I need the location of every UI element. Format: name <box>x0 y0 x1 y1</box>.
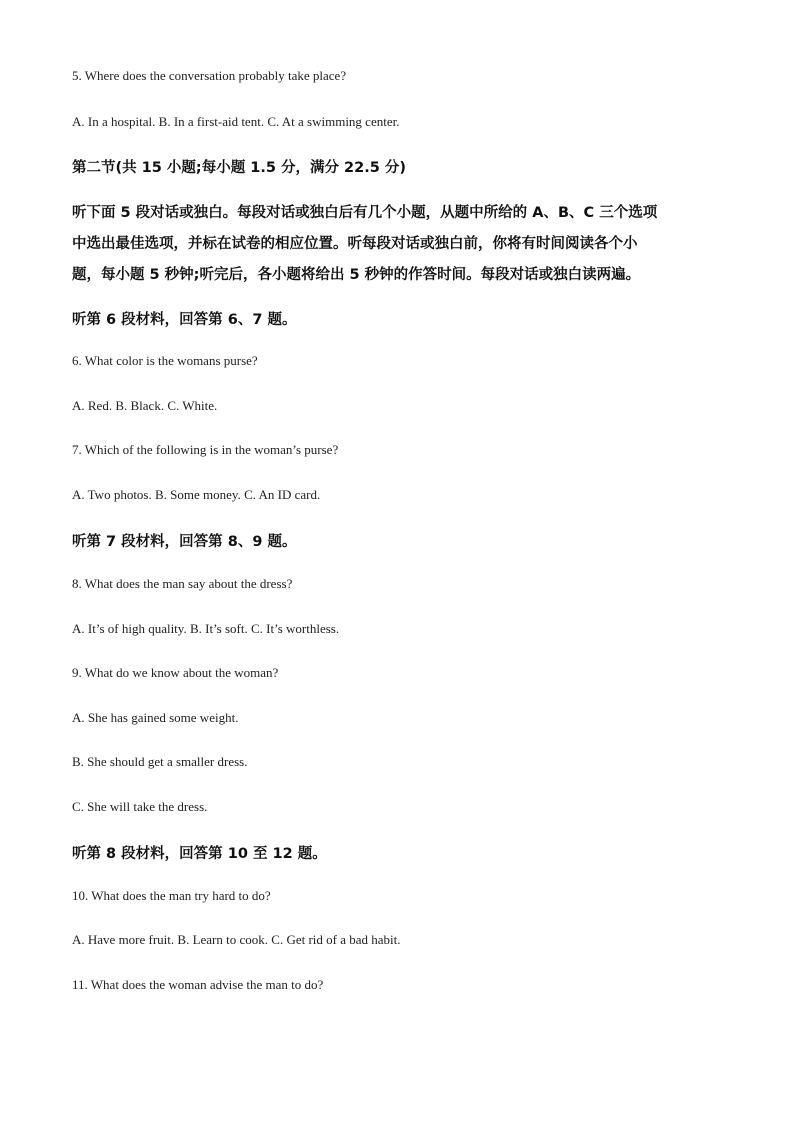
question-9-option-a: A. She has gained some weight. <box>72 710 239 725</box>
question-7: 7. Which of the following is in the woman’s purse? <box>72 442 339 457</box>
question-11: 11. What does the woman advise the man to do? <box>72 977 324 992</box>
passage-6-heading: 听第 6 段材料，回答第 6、7 题。 <box>72 312 297 328</box>
question-6-options: A. Red. B. Black. C. White. <box>72 398 218 413</box>
question-8: 8. What does the man say about the dress? <box>72 576 293 591</box>
passage-8-heading: 听第 8 段材料，回答第 10 至 12 题。 <box>72 846 327 862</box>
passage-7-heading: 听第 7 段材料，回答第 8、9 题。 <box>72 534 297 550</box>
question-7-options: A. Two photos. B. Some money. C. An ID card. <box>72 487 321 502</box>
section-heading: 第二节(共 15 小题;每小题 1.5 分，满分 22.5 分) <box>72 160 406 176</box>
question-9-option-c: C. She will take the dress. <box>72 799 208 814</box>
question-9: 9. What do we know about the woman? <box>72 665 279 680</box>
question-10: 10. What does the man try hard to do? <box>72 888 271 903</box>
question-9-option-b: B. She should get a smaller dress. <box>72 754 248 769</box>
question-5: 5. Where does the conversation probably take place? <box>72 68 347 83</box>
question-6: 6. What color is the womans purse? <box>72 353 258 368</box>
question-10-options: A. Have more fruit. B. Learn to cook. C. Get rid of a bad habit. <box>72 932 401 947</box>
instructions-line-3: 题，每小题 5 秒钟;听完后，各小题将给出 5 秒钟的作答时间。每段对话或独白读两遍。 <box>72 267 641 283</box>
question-8-options: A. It’s of high quality. B. It’s soft. C. It’s worthless. <box>72 621 340 636</box>
question-5-options: A. In a hospital. B. In a first-aid tent. C. At a swimming center. <box>72 114 400 129</box>
instructions-line-1: 听下面 5 段对话或独白。每段对话或独白后有几个小题，从题中所给的 A、B、C 三个选项 <box>72 205 658 221</box>
instructions-line-2: 中选出最佳选项，并标在试卷的相应位置。听每段对话或独白前，你将有时间阅读各个小 <box>72 236 638 252</box>
